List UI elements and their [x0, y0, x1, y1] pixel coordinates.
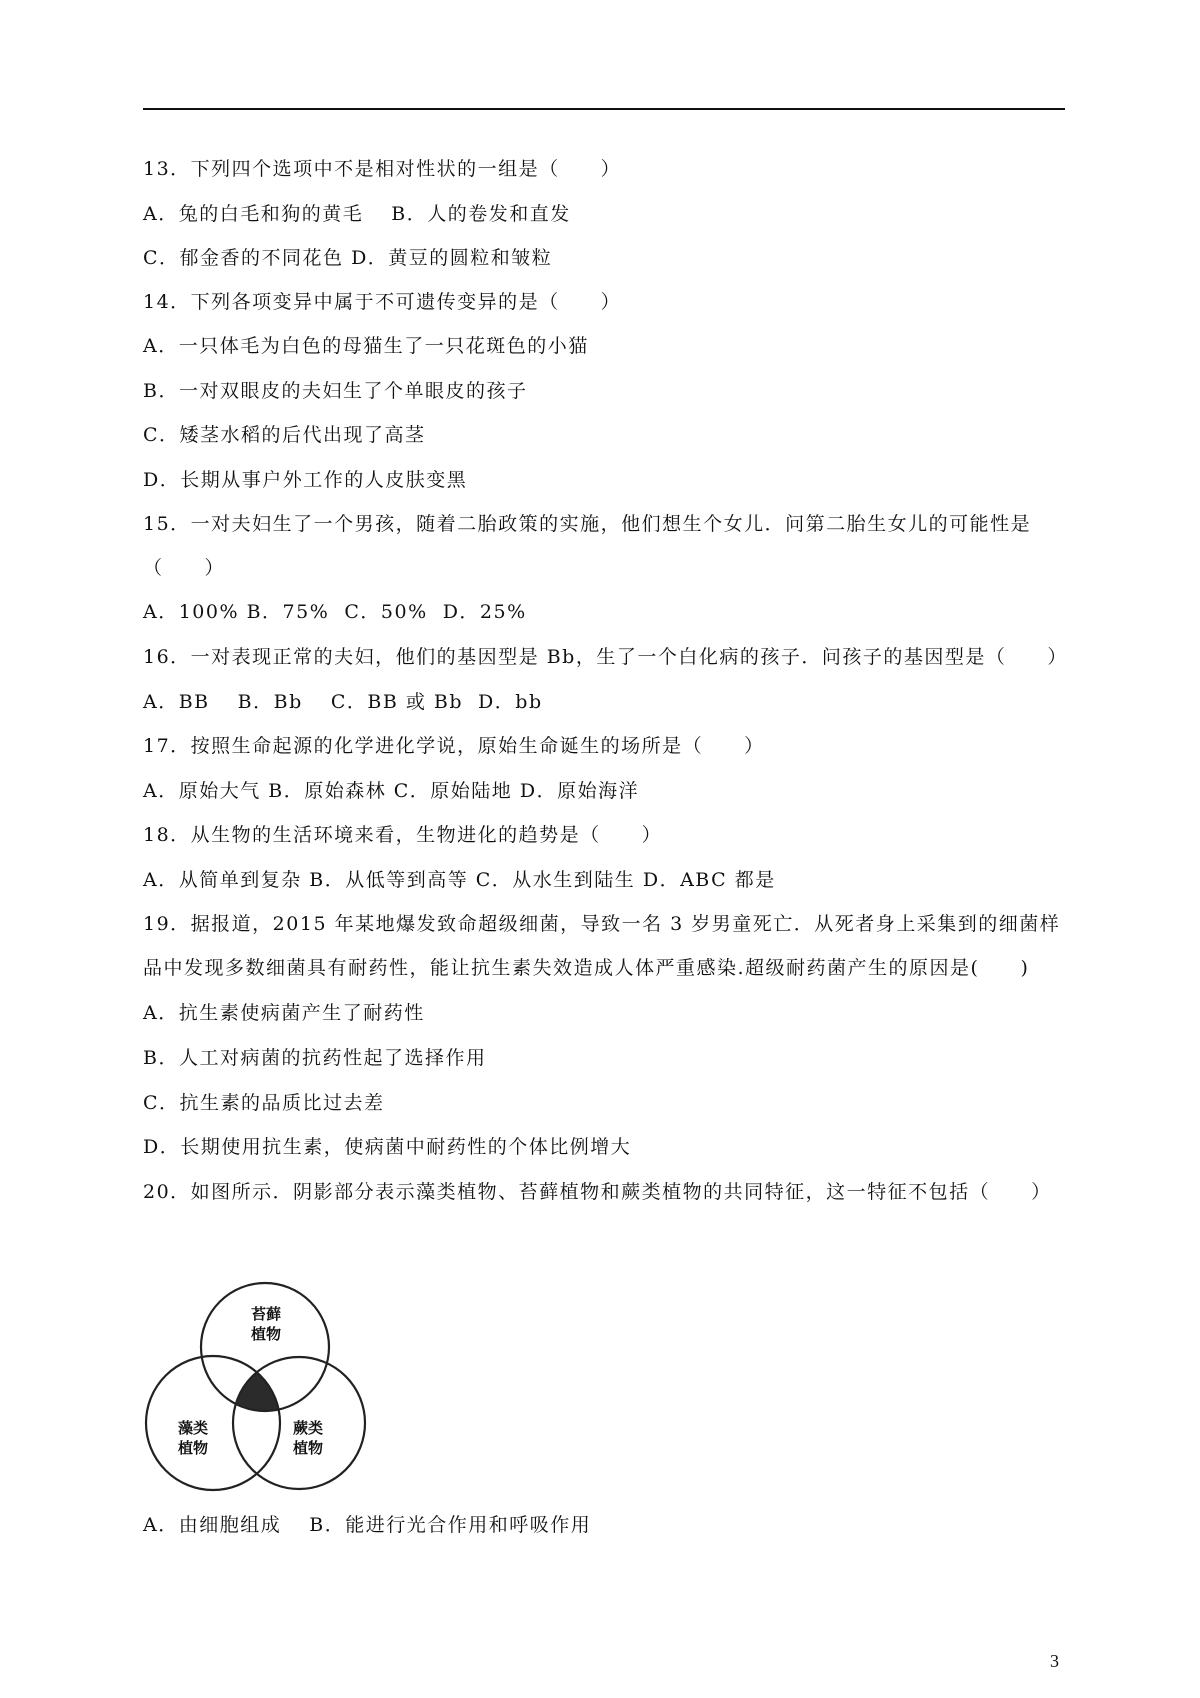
venn-label-algae-1: 藻类 — [178, 1419, 209, 1437]
question-14-option-a: A．一只体毛为白色的母猫生了一只花斑色的小猫 — [143, 335, 589, 357]
question-16-stem: 16．一对表现正常的夫妇，他们的基因型是 Bb，生了一个白化病的孩子．问孩子的基因型是（ ） — [143, 646, 1068, 668]
venn-label-moss-2: 植物 — [251, 1325, 282, 1343]
question-13-options-2: C．郁金香的不同花色 D．黄豆的圆粒和皱粒 — [143, 247, 553, 269]
question-14-option-b: B．一对双眼皮的夫妇生了个单眼皮的孩子 — [143, 380, 528, 402]
question-14-option-d: D．长期从事户外工作的人皮肤变黑 — [143, 469, 468, 491]
question-18-stem: 18．从生物的生活环境来看，生物进化的趋势是（ ） — [143, 824, 663, 846]
question-13-options-1: A．兔的白毛和狗的黄毛 B．人的卷发和直发 — [143, 203, 571, 225]
venn-circle-algae — [146, 1356, 280, 1490]
question-14-option-c: C．矮茎水稻的后代出现了高茎 — [143, 424, 426, 446]
venn-diagram — [141, 1281, 367, 1499]
header-rule — [143, 108, 1065, 110]
venn-label-moss-1: 苔藓 — [251, 1305, 282, 1323]
question-13-stem: 13．下列四个选项中不是相对性状的一组是（ ） — [143, 158, 622, 180]
venn-label-fern-2: 植物 — [293, 1439, 324, 1457]
question-19-stem-line-2: 品中发现多数细菌具有耐药性，能让抗生素失效造成人体严重感染.超级耐药菌产生的原因是( ) — [143, 957, 1030, 979]
question-19-option-c: C．抗生素的品质比过去差 — [143, 1092, 385, 1114]
question-15-stem-line-2: （ ） — [143, 557, 226, 579]
question-20-stem: 20．如图所示．阴影部分表示藻类植物、苔藓植物和蕨类植物的共同特征，这一特征不包括（ ） — [143, 1181, 1052, 1203]
question-17-stem: 17．按照生命起源的化学进化学说，原始生命诞生的场所是（ ） — [143, 735, 765, 757]
question-15-stem-line-1: 15．一对夫妇生了一个男孩，随着二胎政策的实施，他们想生个女儿．问第二胎生女儿的可能性是 — [143, 513, 1032, 535]
question-20-options: A．由细胞组成 B．能进行光合作用和呼吸作用 — [143, 1514, 592, 1536]
question-15-options: A．100% B．75% C．50% D．25% — [143, 601, 527, 623]
question-17-options: A．原始大气 B．原始森林 C．原始陆地 D．原始海洋 — [143, 780, 640, 802]
question-14-stem: 14．下列各项变异中属于不可遗传变异的是（ ） — [143, 291, 622, 313]
question-16-options: A．BB B．Bb C．BB 或 Bb D．bb — [143, 691, 543, 713]
question-18-options: A．从简单到复杂 B．从低等到高等 C．从水生到陆生 D．ABC 都是 — [143, 869, 776, 891]
question-19-option-a: A．抗生素使病菌产生了耐药性 — [143, 1002, 425, 1024]
question-19-option-d: D．长期使用抗生素，使病菌中耐药性的个体比例增大 — [143, 1136, 632, 1158]
venn-label-algae-2: 植物 — [178, 1439, 209, 1457]
page-number: 3 — [1050, 1651, 1059, 1671]
question-19-option-b: B．人工对病菌的抗药性起了选择作用 — [143, 1047, 487, 1069]
question-19-stem-line-1: 19．据报道，2015 年某地爆发致命超级细菌，导致一名 3 岁男童死亡．从死者身上采集到的细菌样 — [143, 913, 1061, 935]
venn-label-fern-1: 蕨类 — [293, 1419, 324, 1437]
